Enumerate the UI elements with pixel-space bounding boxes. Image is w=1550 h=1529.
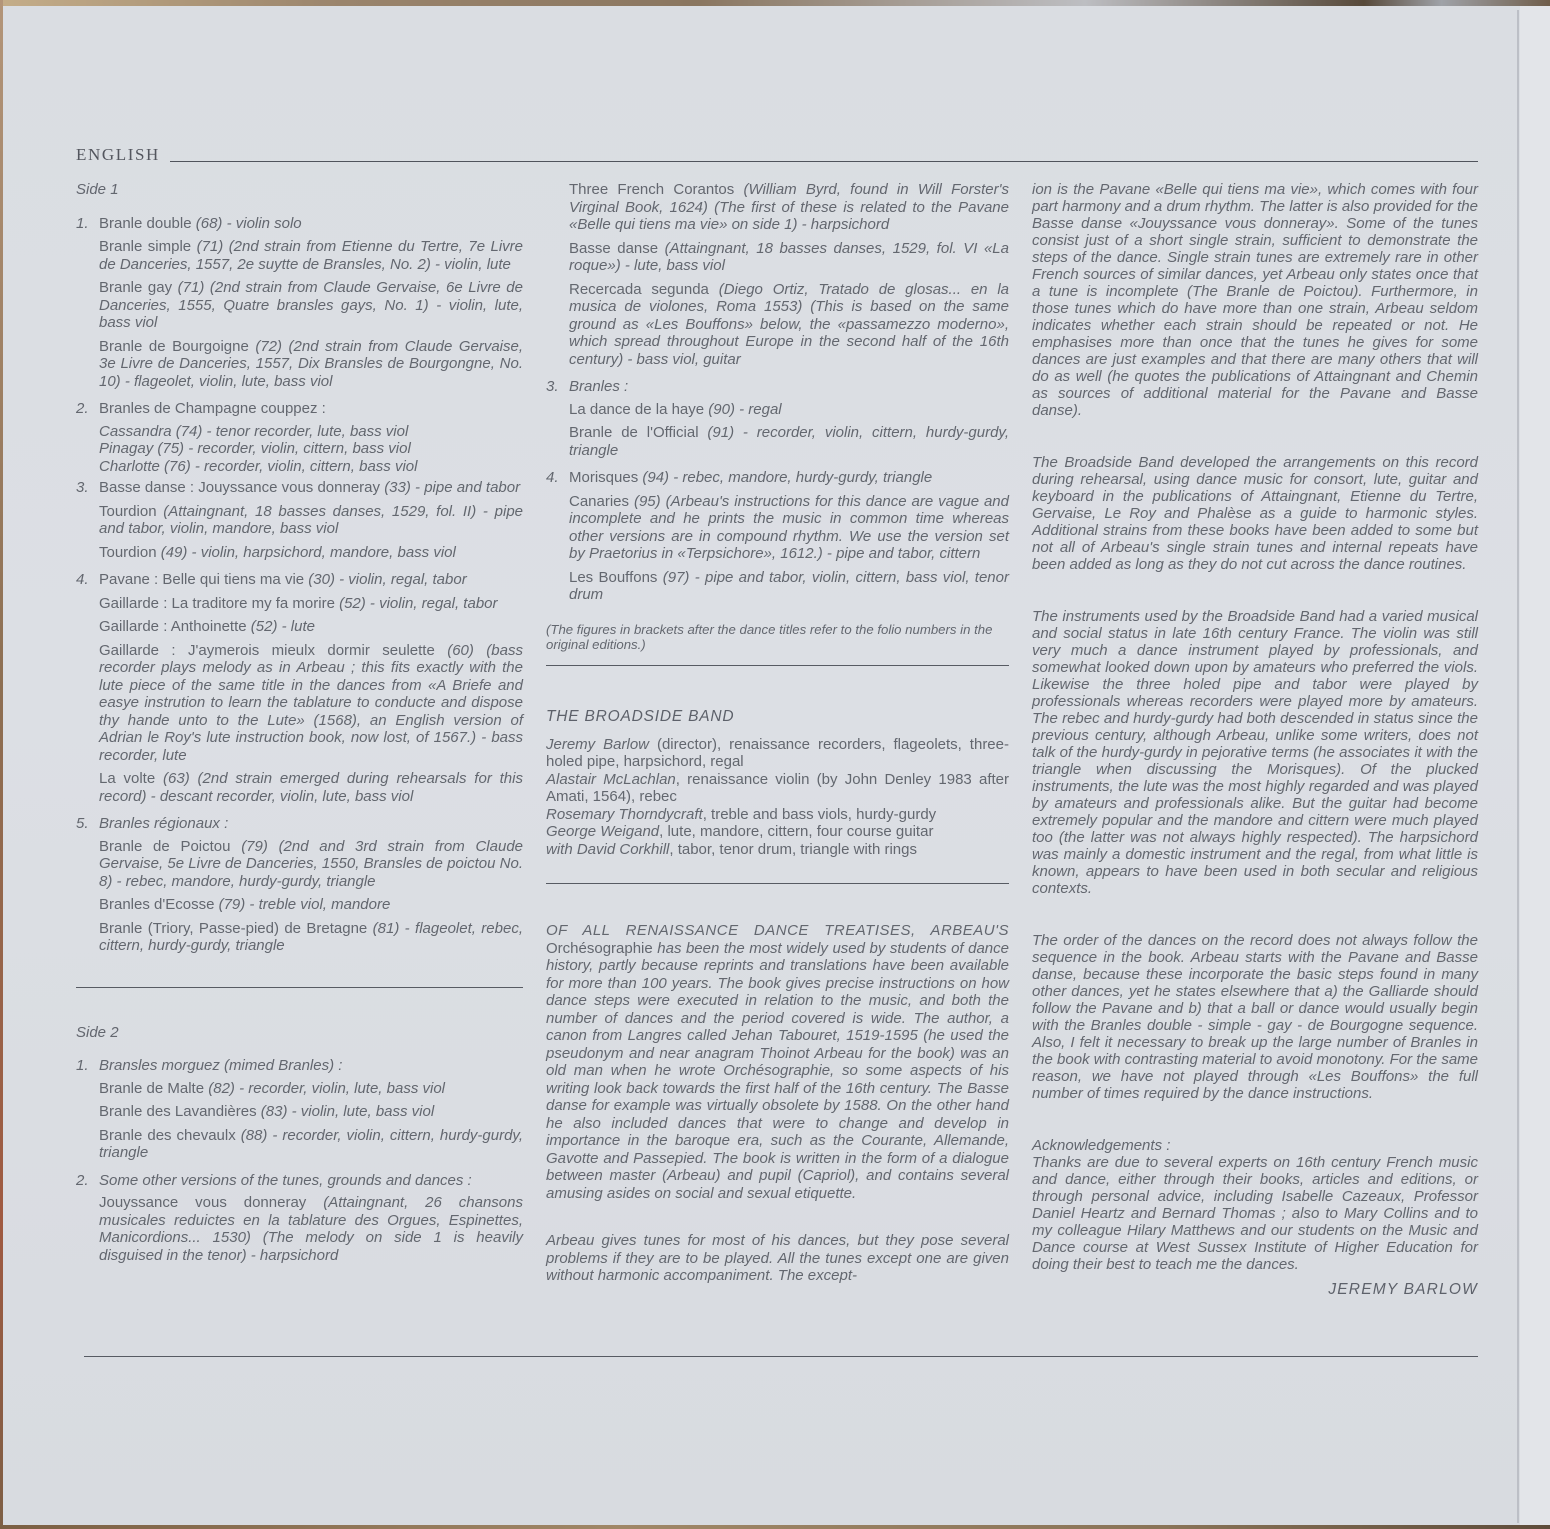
- band-member-list: [546, 736, 1009, 859]
- track-item: [76, 479, 523, 567]
- track-entry: [569, 181, 1009, 234]
- track-number: 1.: [76, 214, 89, 232]
- band-section-rule: [546, 665, 1009, 666]
- track-entry: [569, 469, 1009, 487]
- track-entry: [99, 618, 523, 636]
- track-name: Branle (Triory, Passe-pied) de Bretagne: [99, 919, 373, 937]
- track-body: [569, 469, 1009, 610]
- author-signature: JEREMY BARLOW: [1328, 1281, 1478, 1298]
- track-name: Branle double: [99, 214, 196, 232]
- side2-track-list: [76, 1057, 523, 1270]
- track-detail: (97) - pipe and tabor, violin, cittern, bass viol, tenor drum: [569, 568, 1009, 603]
- folio-note: (The figures in brackets after the dance titles refer to the folio numbers in the original editions.): [546, 621, 993, 653]
- track-item: [76, 215, 523, 397]
- track-name: Branles d'Ecosse: [99, 896, 219, 913]
- track-entry: [99, 338, 523, 391]
- track-name: Three French Corantos: [569, 181, 744, 198]
- essay-section-rule: [546, 883, 1009, 884]
- track-detail: (90) - regal: [708, 400, 782, 418]
- track-detail: (33) - pipe and tabor: [384, 479, 521, 496]
- track-detail: (Attaingnant, 18 basses danses, 1529, fol. II) - pipe and tabor, violin, mandore, bass viol: [99, 502, 524, 537]
- track-entry: [99, 544, 523, 562]
- track-entry: [569, 401, 1009, 419]
- track-body: [99, 1172, 523, 1271]
- track-item: [546, 181, 1009, 374]
- track-body: [99, 571, 523, 811]
- member-instruments: , treble and bass viols, hurdy-gurdy: [702, 805, 937, 823]
- track-entry: [99, 1127, 523, 1162]
- band-member: [546, 771, 1009, 806]
- track-item: [76, 815, 523, 961]
- track-item: [76, 1172, 523, 1271]
- track-name: La volte: [99, 770, 164, 787]
- member-instruments: (director), renaissance recorders, flageolets, three-holed pipe, harpsichord, regal: [546, 735, 1009, 771]
- track-group-header: Branles :: [569, 378, 629, 395]
- track-number: 4.: [546, 469, 559, 486]
- track-name: Gaillarde : J'aymerois mieulx dormir seulette: [99, 641, 448, 659]
- track-entry: [99, 770, 523, 805]
- track-detail: (94) - rebec, mandore, hurdy-gurdy, triangle: [642, 469, 933, 486]
- track-entry: [99, 595, 523, 613]
- member-name: George Weigand: [546, 823, 660, 841]
- essay-book-title: Orchésographie: [546, 939, 653, 957]
- track-detail: Cassandra (74) - tenor recorder, lute, bass viol: [99, 422, 409, 440]
- member-instruments: , tabor, tenor drum, triangle with rings: [669, 840, 917, 858]
- track-detail: (49) - violin, harpsichord, mandore, bass viol: [160, 543, 456, 561]
- track-detail: (88) - recorder, violin, cittern, hurdy-gurdy, triangle: [99, 1126, 523, 1161]
- track-name: Branle de l'Official: [569, 424, 708, 441]
- track-name: La dance de la haye: [569, 400, 709, 418]
- track-name: Tourdion: [99, 543, 161, 561]
- sleeve-fold-line: [1517, 10, 1519, 1523]
- track-name: Branle de Poictou: [99, 837, 242, 855]
- track-entry: [99, 838, 523, 891]
- track-number: 5.: [76, 815, 89, 832]
- track-detail: (60) (bass recorder plays melody as in Arbeau ; this fits exactly with the lute piece of the same title in the dances from «A Briefe and easye instrution to learn the tablature to conducte and dispose thy hande unto to the Lute» (1568), an English version of Adrian le Roy's lute instruction book, now lost, of 1567.) - bass recorder, lute: [99, 641, 523, 764]
- side2-label: Side 2: [76, 1023, 119, 1041]
- track-detail: (52) - violin, regal, tabor: [339, 594, 498, 612]
- band-member: [546, 736, 1009, 771]
- track-name: Branle des Lavandières: [99, 1103, 261, 1120]
- essay-opening-paragraph: [546, 922, 1009, 1202]
- band-member: [546, 841, 1009, 859]
- side1-track-list: [76, 215, 523, 961]
- track-detail: (95) (Arbeau's instructions for this dance are vague and incomplete and he prints the music in common time whereas other versions are in compound rhythm. We use the version set by Praetorius in «Terpsichore», 1612.) - pipe and tabor, cittern: [569, 492, 1009, 562]
- essay-paragraph: The order of the dances on the record does not always follow the sequence in the book. Arbeau starts with the Pavane and Basse danse, because these incorporate the basic steps found in many other dances, yet he states elsewhere that a) the Galliarde should follow the Pavane and b) that a ball or dance would usually begin with the Branles double - simple - gay - de Bourgogne sequence. Also, I felt it necessary to break up the large number of Branles in the book with contrasting material to avoid monotony. For the same reason, we have not played through «Les Bouffons» the full number of times required by the dance instructions.: [1032, 932, 1478, 1102]
- track-detail: (William Byrd, found in Will Forster's Virginal Book, 1624) (The first of these is related to the Pavane «Belle qui tiens ma vie» on side 1) - harpsichord: [569, 181, 1009, 233]
- track-entry: [99, 1194, 523, 1264]
- track-group-header: Bransles morguez (mimed Branles) :: [99, 1057, 343, 1074]
- track-item: [546, 469, 1009, 610]
- side2-track-list-continued: [546, 181, 1009, 610]
- track-entry: [569, 569, 1009, 604]
- track-entry: [99, 440, 523, 458]
- track-detail: (81) - flageolet, rebec, cittern, hurdy-gurdy, triangle: [99, 919, 523, 954]
- member-name: with David Corkhill: [546, 840, 670, 858]
- track-number: 1.: [76, 1057, 89, 1074]
- track-entry: [99, 458, 523, 476]
- track-body: [99, 1057, 523, 1168]
- track-name: Canaries: [569, 492, 634, 510]
- track-detail: (71) (2nd strain from Etienne du Tertre, 7e Livre de Danceries, 1557, 2e suytte de Bransles, No. 2) - violin, lute: [99, 238, 523, 273]
- track-entry: [99, 215, 523, 233]
- track-detail: (Diego Ortiz, Tratado de glosas... en la musica de violones, Roma 1553) (This is based on the same ground as «Les Bouffons» below, the «passamezzo moderno», which spread throughout Europe in the second half of the 16th century) - bass viol, guitar: [569, 280, 1009, 368]
- header-rule: [170, 161, 1478, 162]
- track-entry: [569, 240, 1009, 275]
- essay-paragraph: The instruments used by the Broadside Band had a varied musical and social status in late 16th century France. The violin was still very much a dance instrument played by professionals, and somewhat looked down upon by amateurs who preferred the viols. Likewise the three holed pipe and tabor were played by professionals whereas recorders were played more by amateurs. The rebec and hurdy-gurdy had both descended in status since the previous century, although Arbeau, unlike some writers, does not talk of the hurdy-gurdy in pejorative terms (he associates it with the triangle when discussing the Morisques). Of the plucked instruments, the lute was the most highly regarded and was played by amateurs and professionals alike. But the guitar had become extremely popular and the mandore and cittern were much played too (the latter was not always highly respected). The harpsichord was mainly a domestic instrument and the regal, from what little is known, appears to have been used in both secular and religious contexts.: [1032, 608, 1478, 897]
- track-body: [99, 815, 523, 961]
- track-item: [546, 378, 1009, 465]
- band-title: THE BROADSIDE BAND: [546, 708, 735, 726]
- side2-divider-rule: [76, 987, 523, 988]
- track-body: [569, 181, 1009, 374]
- track-entry: [99, 571, 523, 589]
- track-name: Basse danse : Jouyssance vous donneray: [99, 479, 385, 496]
- track-name: Morisques: [569, 469, 643, 486]
- essay-paragraph: ion is the Pavane «Belle qui tiens ma vie», which comes with four part harmony and a drum rhythm. The latter is also provided for the Basse danse «Jouyssance vous donneray». Some of the tunes consist just of a short single strain, sufficient to demonstrate the steps of the dance. Single strain tunes are extremely rare in other French sources of similar dances, yet Arbeau only states once that a tune is incomplete (The Branle de Poictou). Furthermore, in those tunes which do have more than one strain, Arbeau seldom indicates whether each strain should be repeated or not. He emphasises more than once that the tunes he gives for some dances are just examples and that there are many others that will do as well (he quotes the publications of Attaingnant and Chemin as sources of additional material for the Pavane and Basse danse).: [1032, 181, 1478, 419]
- track-detail: Pinagay (75) - recorder, violin, cittern, bass viol: [99, 440, 411, 457]
- track-entry: [99, 1080, 523, 1098]
- track-detail: (72) (2nd strain from Claude Gervaise, 3e Livre de Danceries, 1557, Dix Bransles de Bourgongne, No. 10) - flageolet, violin, lute, bass viol: [99, 337, 524, 390]
- track-name: Branle gay: [99, 279, 178, 296]
- track-item: [76, 1057, 523, 1168]
- track-name: Branle simple: [99, 238, 197, 255]
- track-name: Branle de Malte: [99, 1079, 209, 1097]
- track-body: [99, 479, 523, 567]
- sleeve-right-fold-strip: [1520, 6, 1550, 1525]
- track-name: Pavane : Belle qui tiens ma vie: [99, 571, 309, 588]
- essay-lead-caps: OF ALL RENAISSANCE DANCE TREATISES, ARBEAU'S: [546, 922, 1009, 940]
- acknowledgements-body: Thanks are due to several experts on 16th century French music and dance, either through their books, articles and editions, or through personal advice, including Isabelle Cazeaux, Professor Daniel Heartz and Bernard Thomas ; also to Mary Collins and to my colleague Hilary Matthews and our students on the Music and Dance course at West Sussex Institute of Higher Education for doing their best to teach me the dances.: [1032, 1154, 1478, 1273]
- track-name: Gaillarde : Anthoinette: [99, 618, 251, 635]
- track-entry: [99, 503, 523, 538]
- track-entry: [99, 423, 523, 441]
- track-number: 2.: [76, 1171, 89, 1189]
- sleeve-bottom-edge: [0, 1525, 1550, 1529]
- track-name: Les Bouffons: [569, 568, 663, 586]
- essay-opening-rest: has been the most widely used by students of dance history, partly because reprints and translations have been available for more than 100 years. The book gives precise instructions on how dance steps were executed in relation to the music, and both the number of dances and the period covered is wide. The author, a canon from Langres called Jehan Tabouret, 1519-1595 (he used the pseudonym and near anagram Thoinot Arbeau for the book) was an old man when he wrote Orchésographie, so some aspects of his writing look back towards the first half of the 16th century. The Basse danse for example was virtually obsolete by 1588. On the other hand he also included dances that were to change and develop in importance in the baroque era, such as the Courante, Allemande, Gavotte and Passepied. The book is written in the form of a dialogue between master (Arbeau) and pupil (Capriol), and contains several amusing asides on social and sexual etiquette.: [546, 939, 1009, 1202]
- member-name: Rosemary Thorndycraft: [546, 805, 703, 823]
- track-number: 2.: [76, 400, 89, 417]
- track-entry: [99, 642, 523, 765]
- member-name: Jeremy Barlow: [546, 735, 649, 753]
- track-number: [546, 181, 569, 374]
- bottom-rule: [84, 1356, 1478, 1357]
- track-detail: Charlotte (76) - recorder, violin, cittern, bass viol: [99, 457, 418, 475]
- track-detail: (63) (2nd strain emerged during rehearsals for this record) - descant recorder, violin, lute, bass viol: [99, 770, 523, 805]
- track-entry: [569, 493, 1009, 563]
- track-detail: (91) - recorder, violin, cittern, hurdy-gurdy, triangle: [569, 424, 1009, 459]
- track-detail: (Attaingnant, 26 chansons musicales reduictes en la tablature des Orgues, Espinettes, Manicordions... 1530) (The melody on side 1 is heavily disguised in the tenor) - harpsichord: [99, 1194, 523, 1264]
- track-detail: (68) - violin solo: [195, 214, 302, 232]
- essay-paragraph: The Broadside Band developed the arrangements on this record during rehearsal, using dance music for consort, lute, guitar and keyboard in the publications of Attaingnant, Etienne du Tertre, Gervaise, Le Roy and Phalèse as a guide to harmonic styles. Additional strains from these books have been added to some but not all of Arbeau's single strain tunes and internal repeats have been added as long as they do not cut across the dance routines.: [1032, 454, 1478, 573]
- track-detail: (79) - treble viol, mandore: [218, 896, 391, 913]
- track-group-header: Some other versions of the tunes, grounds and dances :: [99, 1171, 472, 1189]
- track-number: 3.: [76, 479, 89, 496]
- language-header: [76, 145, 1478, 165]
- track-number: 4.: [76, 571, 89, 588]
- column-middle: [546, 181, 1009, 1285]
- track-name: Recercada segunda: [569, 280, 719, 298]
- essay-continuation: [1032, 181, 1478, 1102]
- member-name: Alastair McLachlan: [546, 770, 676, 788]
- track-entry: [99, 279, 523, 332]
- track-detail: (83) - violin, lute, bass viol: [260, 1103, 435, 1120]
- language-label: ENGLISH: [76, 145, 160, 164]
- track-body: [99, 400, 523, 475]
- track-name: Basse danse: [569, 239, 665, 257]
- track-name: Tourdion: [99, 502, 164, 520]
- sleeve-top-edge: [0, 0, 1550, 6]
- track-group-header: Branles régionaux :: [99, 815, 229, 832]
- track-item: [76, 400, 523, 475]
- member-instruments: , renaissance violin (by John Denley 1983 after Amati, 1564), rebec: [546, 770, 1009, 806]
- track-name: Gaillarde : La traditore my fa morire: [99, 594, 340, 612]
- track-detail: (79) (2nd and 3rd strain from Claude Gervaise, 5e Livre de Danceries, 1550, Bransles de poictou No. 8) - rebec, mandore, hurdy-gurdy, triangle: [99, 837, 524, 890]
- track-number: 3.: [546, 378, 559, 395]
- track-group-header: Branles de Champagne couppez :: [99, 400, 326, 417]
- track-item: [76, 571, 523, 811]
- track-detail: (71) (2nd strain from Claude Gervaise, 6e Livre de Danceries, 1555, Quatre bransles gays, No. 1) - violin, lute, bass viol: [99, 279, 523, 331]
- track-body: [99, 215, 523, 397]
- track-detail: (Attaingnant, 18 basses danses, 1529, fol. VI «La roque») - lute, bass viol: [569, 239, 1009, 274]
- track-entry: [99, 1103, 523, 1121]
- track-entry: [99, 896, 523, 914]
- side1-label: Side 1: [76, 181, 119, 198]
- track-detail: (52) - lute: [250, 618, 315, 635]
- track-name: Branle des chevaulx: [99, 1126, 241, 1144]
- track-detail: (30) - violin, regal, tabor: [308, 571, 467, 588]
- band-member: [546, 823, 1009, 841]
- track-name: Branle de Bourgoigne: [99, 337, 256, 355]
- band-member: [546, 806, 1009, 824]
- track-entry: [569, 281, 1009, 369]
- track-body: [569, 378, 1009, 465]
- column-right: [1032, 181, 1478, 1298]
- track-entry: [99, 920, 523, 955]
- sleeve-left-edge: [0, 0, 3, 1529]
- track-entry: [99, 238, 523, 273]
- track-detail: (82) - recorder, violin, lute, bass viol: [208, 1079, 445, 1097]
- column-left: [76, 181, 523, 1274]
- member-instruments: , lute, mandore, cittern, four course guitar: [659, 823, 934, 841]
- track-entry: [569, 424, 1009, 459]
- essay-paragraph-2: Arbeau gives tunes for most of his dances, but they pose several problems if they are to be played. All the tunes except one are given without harmonic accompaniment. The except-: [546, 1232, 1009, 1285]
- track-name: Jouyssance vous donneray: [99, 1194, 324, 1211]
- acknowledgements-title: Acknowledgements :: [1032, 1137, 1171, 1154]
- track-entry: [99, 479, 523, 497]
